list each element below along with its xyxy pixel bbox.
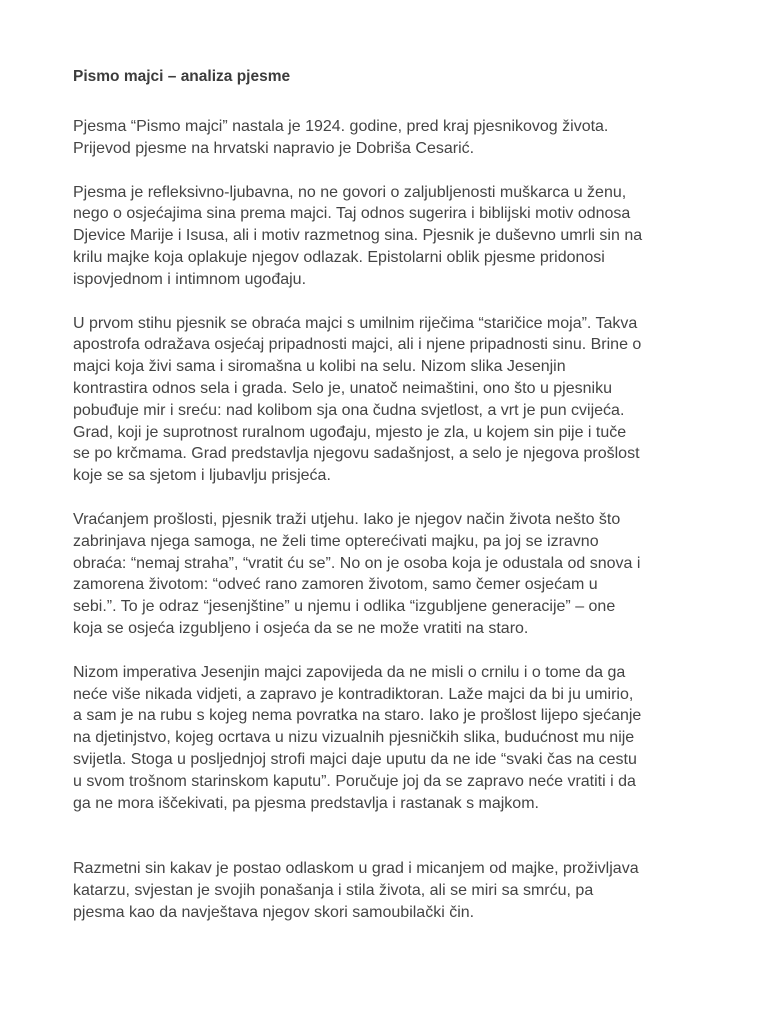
paragraph-line: kontrastira odnos sela i grada. Selo je, unatoč neimaštini, ono što u pjesniku [73,379,612,397]
document-title: Pismo majci – analiza pjesme [73,68,291,85]
paragraph-line: zabrinjava njega samoga, ne želi time opterećivati majku, pa joj se izravno [73,532,599,550]
document-page [73,66,703,946]
paragraph-3 [73,313,703,487]
paragraph-line: u svom trošnom starinskom kaputu”. Poručuje joj da se zapravo neće vratiti i da [73,772,636,790]
paragraph-line: krilu majke koja oplakuje njegov odlazak. Epistolarni oblik pjesme pridonosi [73,248,605,266]
paragraph-line: Pjesma je refleksivno-ljubavna, no ne govori o zaljubljenosti muškarca u ženu, [73,183,627,201]
paragraph-line: se po krčmama. Grad predstavlja njegovu sadašnjost, a selo je njegova prošlost [73,445,640,463]
paragraph-6 [73,858,703,923]
paragraph-line: Pjesma “Pismo majci” nastala je 1924. godine, pred kraj pjesnikovog života. [73,118,609,135]
paragraph-line: Nizom imperativa Jesenjin majci zapovijeda da ne misli o crnilu i o tome da ga [73,663,626,681]
paragraph-line: koje se sa sjetom i ljubavlju prisjeća. [73,467,331,485]
paragraph-4 [73,509,703,640]
paragraph-line: ispovjednom i intimnom ugođaju. [73,270,307,288]
paragraph-line: Djevice Marije i Isusa, ali i motiv razmetnog sina. Pjesnik je duševno umrli sin na [73,227,643,245]
paragraph-line: apostrofa odražava osjećaj pripadnosti majci, ali i njene pripadnosti sinu. Brine o [73,336,642,354]
paragraph-line: svijetla. Stoga u posljednjoj strofi majci daje uputu da ne ide “svaki čas na cestu [73,750,637,768]
paragraph-line: Prijevod pjesme na hrvatski napravio je Dobriša Cesarić. [73,139,475,157]
paragraph-line: obraća: “nemaj straha”, “vratit ću se”. No on je osoba koja je odustala od snova i [73,554,641,572]
paragraph-line: a sam je na rubu s kojeg nema povratka na staro. Iako je prošlost lijepo sjećanje [73,707,642,725]
paragraph-line: Grad, koji je suprotnost ruralnom ugođaju, mjesto je zla, u kojem sin pije i tuče [73,423,627,441]
paragraph-line: pobuđuje mir i sreću: nad kolibom sja ona čudna svjetlost, a vrt je pun cvijeća. [73,401,625,419]
paragraph-line: katarzu, svjestan je svojih ponašanja i stila života, ali se miri sa smrću, pa [73,882,594,900]
paragraph-line: na djetinjstvo, kojeg ocrtava u nizu vizualnih pjesničkih slika, budućnost mu nije [73,729,635,747]
paragraph-line: zamorena životom: “odveć rano zamoren životom, samo čemer osjećam u [73,576,598,594]
paragraph-line: majci koja živi sama i siromašna u kolibi na selu. Nizom slika Jesenjin [73,358,566,376]
paragraph-1 [73,116,703,160]
paragraph-line: ga ne mora iščekivati, pa pjesma predstavlja i rastanak s majkom. [73,794,539,812]
paragraph-line: sebi.”. To je odraz “jesenjštine” u njemu i odlika “izgubljene generacije” – one [73,598,616,616]
paragraph-line: nego o osjećajima sina prema majci. Taj odnos sugerira i biblijski motiv odnosa [73,205,631,223]
paragraph-line: neće više nikada vidjeti, a zapravo je kontradiktoran. Laže majci da bi ju umirio, [73,685,634,703]
paragraph-line: Razmetni sin kakav je postao odlaskom u grad i micanjem od majke, proživljava [73,860,639,878]
paragraph-5 [73,662,703,815]
paragraph-2 [73,182,703,291]
paragraph-line: pjesma kao da navještava njegov skori samoubilački čin. [73,903,475,921]
paragraph-line: U prvom stihu pjesnik se obraća majci s umilnim riječima “staričice moja”. Takva [73,314,638,332]
paragraph-line: Vraćanjem prošlosti, pjesnik traži utjehu. Iako je njegov način života nešto što [73,510,621,528]
paragraph-line: koja se osjeća izgubljeno i osjeća da se ne može vratiti na staro. [73,619,529,637]
